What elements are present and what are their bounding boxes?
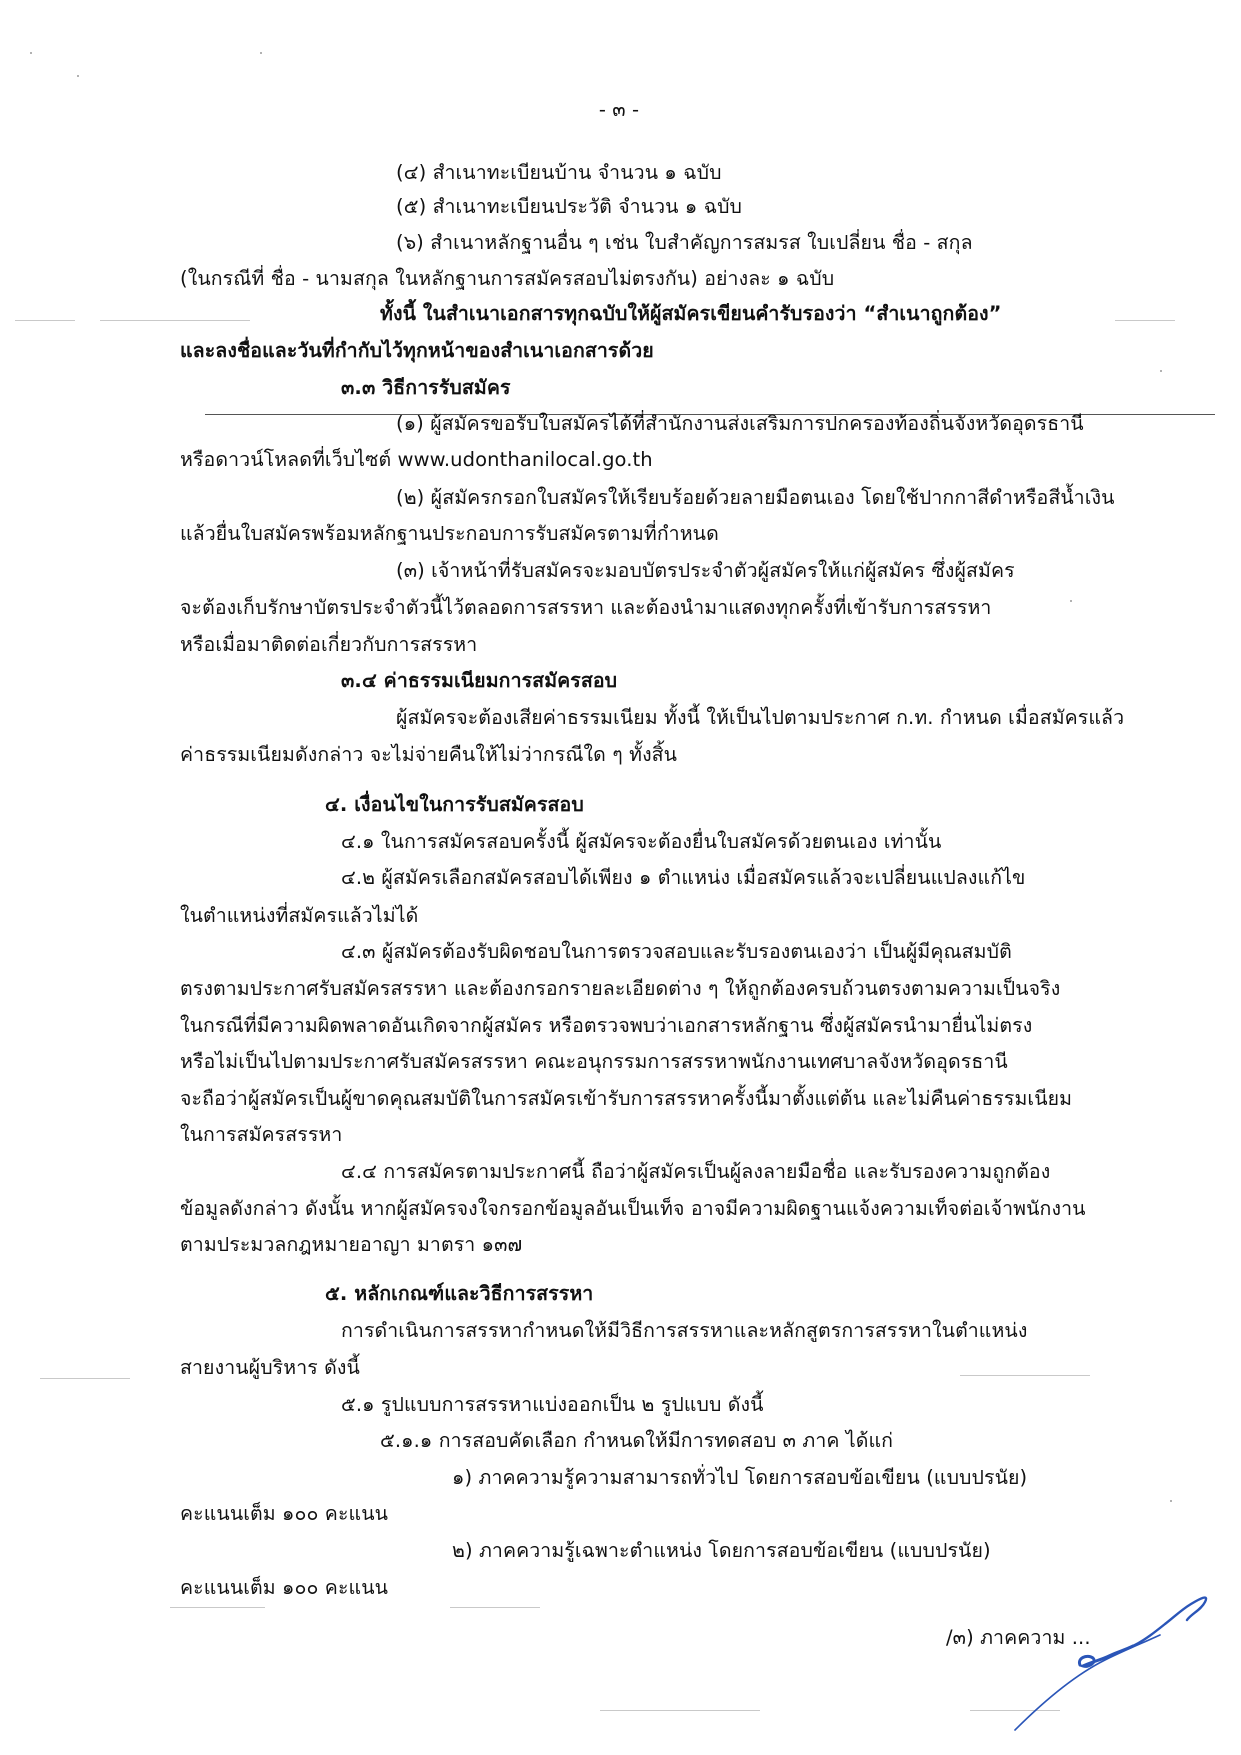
document-line: ทั้งนี้ ในสำเนาเอกสารทุกฉบับให้ผู้สมัครเขียนคำรับรองว่า “สำเนาถูกต้อง” bbox=[380, 302, 1002, 325]
document-line: ๔.๓ ผู้สมัครต้องรับผิดชอบในการตรวจสอบและรับรองตนเองว่า เป็นผู้มีคุณสมบัติ bbox=[341, 940, 1012, 963]
scan-artifact-line bbox=[100, 320, 250, 321]
section-heading: ๔. เงื่อนไขในการรับสมัครสอบ bbox=[325, 793, 584, 816]
scan-artifact-line bbox=[450, 1607, 540, 1608]
document-line: หรือไม่เป็นไปตามประกาศรับสมัครสรรหา คณะอนุกรรมการสรรหาพนักงานเทศบาลจังหวัดอุดรธานี bbox=[180, 1050, 1008, 1073]
scan-speck bbox=[1170, 1500, 1172, 1502]
document-line: หรือดาวน์โหลดที่เว็บไซต์ www.udonthanilocal.go.th bbox=[180, 448, 653, 471]
scan-artifact-line bbox=[1115, 320, 1175, 321]
scan-speck bbox=[260, 52, 262, 54]
scan-artifact-line bbox=[960, 1375, 1090, 1376]
scan-artifact-line bbox=[15, 320, 75, 321]
document-line: (๑) ผู้สมัครขอรับใบสมัครได้ที่สำนักงานส่งเสริมการปกครองท้องถิ่นจังหวัดอุดรธานี bbox=[396, 412, 1084, 435]
document-line: คะแนนเต็ม ๑๐๐ คะแนน bbox=[180, 1502, 389, 1525]
document-line: จะถือว่าผู้สมัครเป็นผู้ขาดคุณสมบัติในการสมัครเข้ารับการสรรหาครั้งนี้มาตั้งแต่ต้น และไม่คืนค่าธรรมเนียม bbox=[180, 1087, 1073, 1110]
document-line: แล้วยื่นใบสมัครพร้อมหลักฐานประกอบการรับสมัครตามที่กำหนด bbox=[180, 522, 719, 545]
document-line: ๕.๑.๑ การสอบคัดเลือก กำหนดให้มีการทดสอบ ๓ ภาค ได้แก่ bbox=[380, 1429, 894, 1452]
document-line: ในตำแหน่งที่สมัครแล้วไม่ได้ bbox=[180, 904, 419, 927]
section-heading: ๓.๓ วิธีการรับสมัคร bbox=[341, 376, 511, 399]
document-line: ๑) ภาคความรู้ความสามารถทั่วไป โดยการสอบข้อเขียน (แบบปรนัย) bbox=[452, 1466, 1028, 1489]
document-line: การดำเนินการสรรหากำหนดให้มีวิธีการสรรหาและหลักสูตรการสรรหาในตำแหน่ง bbox=[341, 1319, 1028, 1342]
document-line: คะแนนเต็ม ๑๐๐ คะแนน bbox=[180, 1576, 389, 1599]
scan-artifact-line bbox=[600, 1710, 760, 1711]
document-line: ๔.๒ ผู้สมัครเลือกสมัครสอบได้เพียง ๑ ตำแหน่ง เมื่อสมัครแล้วจะเปลี่ยนแปลงแก้ไข bbox=[341, 866, 1026, 889]
document-line: ในกรณีที่มีความผิดพลาดอันเกิดจากผู้สมัคร หรือตรวจพบว่าเอกสารหลักฐาน ซึ่งผู้สมัครนำมายื่นไม่ตรง bbox=[180, 1014, 1033, 1037]
document-line: และลงชื่อและวันที่กำกับไว้ทุกหน้าของสำเนาเอกสารด้วย bbox=[180, 339, 654, 362]
scan-artifact-line bbox=[170, 1607, 265, 1608]
continuation-marker: /๓) ภาคความ ... bbox=[946, 1626, 1091, 1649]
scan-speck bbox=[30, 52, 32, 54]
document-line: หรือเมื่อมาติดต่อเกี่ยวกับการสรรหา bbox=[180, 633, 478, 656]
document-line: (๔) สำเนาทะเบียนบ้าน จำนวน ๑ ฉบับ bbox=[396, 161, 722, 184]
document-line: (๖) สำเนาหลักฐานอื่น ๆ เช่น ใบสำคัญการสมรส ใบเปลี่ยน ชื่อ - สกุล bbox=[396, 231, 973, 254]
document-line: จะต้องเก็บรักษาบัตรประจำตัวนี้ไว้ตลอดการสรรหา และต้องนำมาแสดงทุกครั้งที่เข้ารับการสรรหา bbox=[180, 596, 992, 619]
document-line: (ในกรณีที่ ชื่อ - นามสกุล ในหลักฐานการสมัครสอบไม่ตรงกัน) อย่างละ ๑ ฉบับ bbox=[180, 267, 835, 290]
document-line: (๕) สำเนาทะเบียนประวัติ จำนวน ๑ ฉบับ bbox=[396, 195, 743, 218]
section-heading: ๓.๔ ค่าธรรมเนียมการสมัครสอบ bbox=[341, 669, 618, 692]
document-line: (๒) ผู้สมัครกรอกใบสมัครให้เรียบร้อยด้วยลายมือตนเอง โดยใช้ปากกาสีดำหรือสีน้ำเงิน bbox=[396, 486, 1115, 509]
scan-speck bbox=[1160, 370, 1162, 372]
scan-speck bbox=[1070, 600, 1072, 602]
document-line: ข้อมูลดังกล่าว ดังนั้น หากผู้สมัครจงใจกรอกข้อมูลอันเป็นเท็จ อาจมีความผิดฐานแจ้งความเท็จต่อเจ้าพนักงาน bbox=[180, 1197, 1086, 1220]
signature-mark bbox=[1005, 1580, 1215, 1740]
document-line: ค่าธรรมเนียมดังกล่าว จะไม่จ่ายคืนให้ไม่ว่ากรณีใด ๆ ทั้งสิ้น bbox=[180, 743, 678, 766]
document-line: ในการสมัครสรรหา bbox=[180, 1123, 343, 1146]
document-line: ๕.๑ รูปแบบการสรรหาแบ่งออกเป็น ๒ รูปแบบ ดังนี้ bbox=[341, 1393, 764, 1416]
document-line: ตรงตามประกาศรับสมัครสรรหา และต้องกรอกรายละเอียดต่าง ๆ ให้ถูกต้องครบถ้วนตรงตามความเป็นจริง bbox=[180, 977, 1061, 1000]
document-line: ๔.๑ ในการสมัครสอบครั้งนี้ ผู้สมัครจะต้องยื่นใบสมัครด้วยตนเอง เท่านั้น bbox=[341, 830, 942, 853]
document-line: ตามประมวลกฎหมายอาญา มาตรา ๑๓๗ bbox=[180, 1233, 523, 1256]
section-heading: ๕. หลักเกณฑ์และวิธีการสรรหา bbox=[325, 1282, 594, 1305]
document-line: ๒) ภาคความรู้เฉพาะตำแหน่ง โดยการสอบข้อเขียน (แบบปรนัย) bbox=[452, 1539, 991, 1562]
document-line: ผู้สมัครจะต้องเสียค่าธรรมเนียม ทั้งนี้ ให้เป็นไปตามประกาศ ก.ท. กำหนด เมื่อสมัครแล้ว bbox=[396, 706, 1125, 729]
document-line: ๔.๔ การสมัครตามประกาศนี้ ถือว่าผู้สมัครเป็นผู้ลงลายมือชื่อ และรับรองความถูกต้อง bbox=[341, 1160, 1051, 1183]
document-line: (๓) เจ้าหน้าที่รับสมัครจะมอบบัตรประจำตัวผู้สมัครให้แก่ผู้สมัคร ซึ่งผู้สมัคร bbox=[396, 559, 1015, 582]
scan-artifact-line bbox=[40, 1378, 130, 1379]
page-number: - ๓ - bbox=[598, 98, 640, 121]
document-line: สายงานผู้บริหาร ดังนี้ bbox=[180, 1356, 360, 1379]
scan-speck bbox=[77, 75, 79, 77]
